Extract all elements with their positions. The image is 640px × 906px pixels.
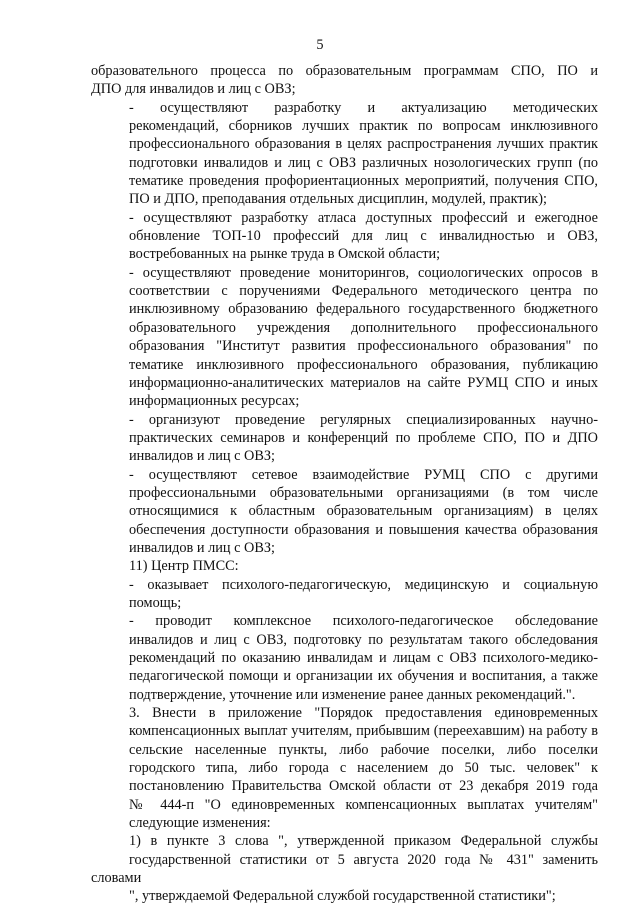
text-line: практических семинаров и конференций по проблеме СПО, ПО и ДПО [129,429,598,446]
page-number: 5 [316,37,324,53]
text-line: соответствии с поручениями Федерального методического центра по [129,283,598,300]
text-line: 1) в пункте 3 слова ", утвержденной приказом Федеральной службы [129,833,598,850]
text-line: - проводит комплексное психолого-педагогическое обследование [129,613,598,630]
text-line: подтверждение, уточнение или изменение ранее данных рекомендаций.". [129,686,576,703]
document-body [91,62,598,906]
paragraph [91,99,598,209]
text-line: - организуют проведение регулярных специализированных научно- [129,411,598,428]
text-line: постановлению Правительства Омской области от 23 декабря 2019 года [129,778,598,795]
text-line: помощь; [129,594,182,611]
text-line: образовательного учреждения дополнительного профессионального [129,319,598,336]
text-line: - оказывает психолого-педагогическую, медицинскую и социальную [129,576,598,593]
text-line: профессионального образования в целях распространения лучших практик [129,136,598,153]
text-line: следующие изменения: [129,815,271,832]
paragraph [91,704,598,832]
text-line: рекомендаций, сборников лучших практик по вопросам инклюзивного [129,118,598,135]
text-line: ПО и ДПО, преподавания отдельных дисциплин, модулей, практик); [129,191,547,208]
text-line: тематике проведения профориентационных мероприятий, получения СПО, [129,173,598,190]
text-line: сельские населенные пункты, либо рабочие поселки, либо поселки [129,741,598,758]
paragraph [91,832,598,905]
text-line: востребованных на рынке труда в Омской области; [129,246,441,263]
paragraph [91,264,598,411]
text-line: образования "Институт развития профессионального образования" по [129,338,598,355]
text-line: компенсационных выплат учителям, прибывшим (переехавшим) на работу в [129,723,598,740]
text-line: государственной статистики от 5 августа 2020 года № 431" заменить словами [91,851,598,887]
text-line: 11) Центр ПМСС: [129,558,239,575]
text-line: информационных ресурсах; [129,393,300,410]
text-line: тематике инклюзивного профессионального образования, публикацию [129,356,598,373]
text-line: инвалидов и лиц с ОВЗ; [129,539,276,556]
text-line: рекомендаций по оказанию инвалидам и лицам с ОВЗ психолого-медико- [129,650,598,666]
text-line: образовательного процесса по образовательным программам СПО, ПО и [91,63,598,79]
text-line: информационно-аналитических материалов на сайте РУМЦ СПО и иных [129,374,598,391]
text-line: ", утверждаемой Федеральной службой государственной статистики"; [129,888,556,905]
paragraph [91,411,598,466]
text-line: № 444-п "О единовременных компенсационных выплатах учителям" [129,796,598,813]
text-line: - осуществляют сетевое взаимодействие РУМЦ СПО с другими [129,466,598,483]
text-line: - осуществляют разработку атласа доступных профессий и ежегодное [129,209,598,226]
text-line: инвалидов и лиц с ОВЗ; [129,448,276,465]
paragraph [91,209,598,264]
paragraph [91,576,598,613]
text-line: инклюзивному образованию федерального государственного бюджетного [129,301,598,318]
paragraph [91,62,598,99]
text-line: городского типа, либо города с населением до 50 тыс. человек" к [129,760,598,777]
paragraph [91,466,598,558]
text-line: инвалидов и лиц с ОВЗ, подготовку по результатам такого обследования [129,631,598,648]
text-line: - осуществляют разработку и актуализацию методических [129,99,598,116]
text-line: обновление ТОП-10 профессий для лиц с инвалидностью и ОВЗ, [129,228,598,245]
text-line: ДПО для инвалидов и лиц с ОВЗ; [91,81,296,98]
paragraph [91,612,598,704]
text-line: профессиональными образовательными организациями (в том числе [129,484,598,501]
paragraph [91,557,598,575]
text-line: подготовки инвалидов и лиц с ОВЗ различных нозологических групп (по [129,154,598,171]
text-line: педагогической помощи и организации их обучения и воспитания, а также [129,668,598,685]
text-line: относящимися к областным образовательным организациям) в целях [129,503,598,520]
text-line: обеспечения доступности образования и повышения качества образования [129,521,598,538]
text-line: - осуществляют проведение мониторингов, социологических опросов в [129,264,598,281]
text-line: 3. Внести в приложение "Порядок предоставления единовременных [129,705,598,722]
